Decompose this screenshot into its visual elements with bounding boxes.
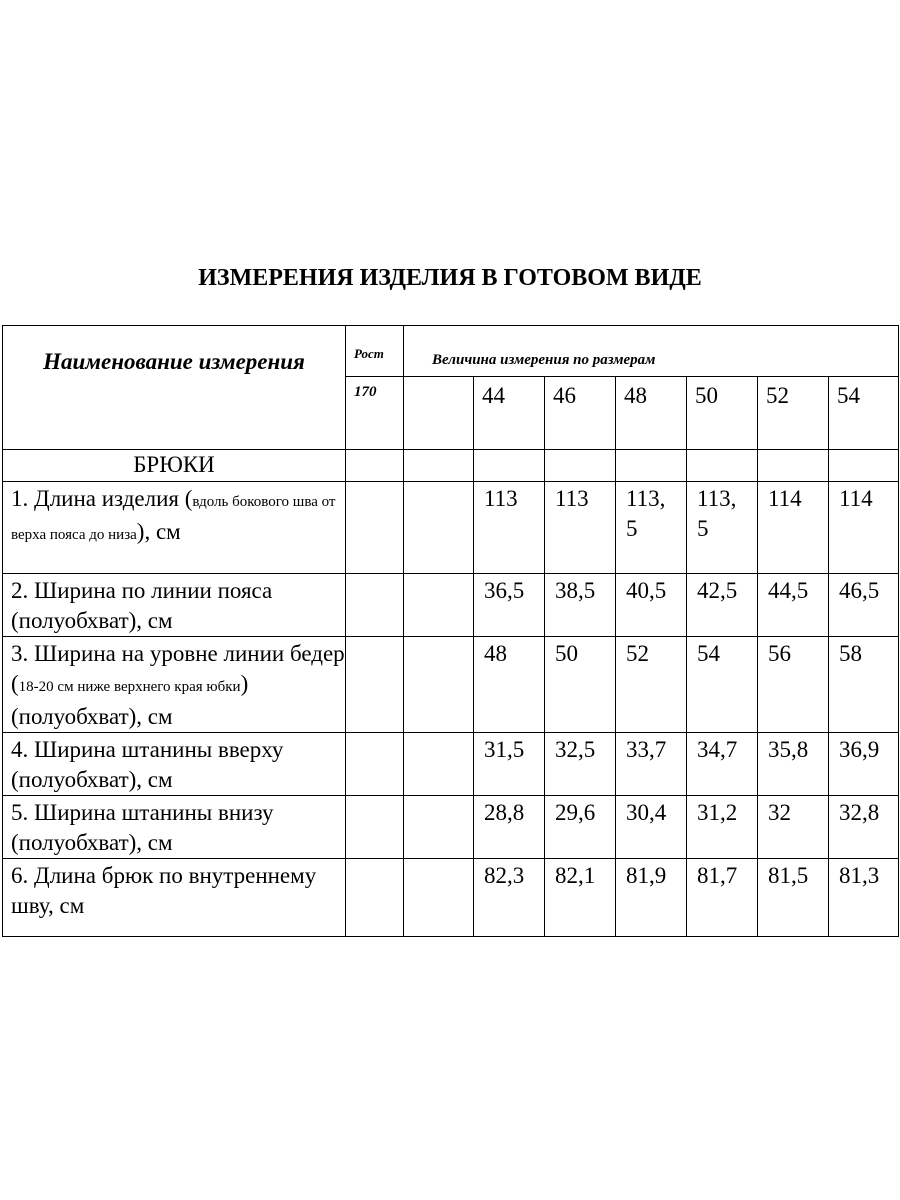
measurement-value: 30,4 — [616, 796, 687, 859]
empty-cell — [404, 733, 474, 796]
measurement-value: 35,8 — [758, 733, 829, 796]
measurement-value: 81,9 — [616, 859, 687, 937]
empty-cell — [404, 574, 474, 637]
table-row — [3, 574, 899, 637]
measurement-value: 40,5 — [616, 574, 687, 637]
measurement-name-note: вдоль бокового шва от верха пояса до низа — [11, 494, 336, 543]
measurement-value: 33,7 — [616, 733, 687, 796]
measurement-name: 5. Ширина штанины внизу (полуобхват), см — [3, 796, 346, 859]
measurement-value: 31,5 — [474, 733, 545, 796]
measurement-name-note: 18-20 см ниже верхнего края юбки — [18, 679, 241, 695]
measurement-value: 113,5 — [687, 482, 758, 574]
header-rost-value: 170 — [346, 377, 404, 450]
measurement-value: 82,3 — [474, 859, 545, 937]
measurement-value: 32,8 — [829, 796, 899, 859]
header-empty-cell — [404, 377, 474, 450]
header-row-top — [3, 326, 899, 377]
measurement-value: 28,8 — [474, 796, 545, 859]
measurement-value: 32 — [758, 796, 829, 859]
header-name-cell: Наименование измерения — [3, 326, 346, 450]
size-header: 48 — [616, 377, 687, 450]
size-header: 50 — [687, 377, 758, 450]
empty-cell — [346, 482, 404, 574]
table-row — [3, 859, 899, 937]
measurement-value: 82,1 — [545, 859, 616, 937]
measurement-name-main: 1. Длина изделия ( — [11, 486, 193, 511]
table-row — [3, 637, 899, 733]
empty-cell — [346, 796, 404, 859]
measurement-value: 114 — [758, 482, 829, 574]
size-header: 46 — [545, 377, 616, 450]
empty-cell — [404, 637, 474, 733]
measurement-value: 36,9 — [829, 733, 899, 796]
measurement-value: 81,3 — [829, 859, 899, 937]
measurement-name-main: 3. Ширина на уровне линии бедер ( — [11, 641, 345, 696]
size-header: 54 — [829, 377, 899, 450]
section-row — [3, 450, 899, 482]
measurement-value: 54 — [687, 637, 758, 733]
measurement-name — [3, 637, 346, 733]
measurement-value: 113 — [545, 482, 616, 574]
measurement-name: 6. Длина брюк по внутреннему шву, см — [3, 859, 346, 937]
size-header: 52 — [758, 377, 829, 450]
table-row — [3, 733, 899, 796]
measurement-value: 56 — [758, 637, 829, 733]
measurement-value: 81,7 — [687, 859, 758, 937]
measurement-name — [3, 482, 346, 574]
measurement-value: 113,5 — [616, 482, 687, 574]
empty-cell — [616, 450, 687, 482]
table-row — [3, 482, 899, 574]
measurement-value: 50 — [545, 637, 616, 733]
measurement-name: 2. Ширина по линии пояса (полуобхват), см — [3, 574, 346, 637]
measurement-value: 38,5 — [545, 574, 616, 637]
measurement-value: 58 — [829, 637, 899, 733]
measurement-value: 32,5 — [545, 733, 616, 796]
measurement-value: 113 — [474, 482, 545, 574]
measurement-value: 42,5 — [687, 574, 758, 637]
table-row — [3, 796, 899, 859]
empty-cell — [404, 859, 474, 937]
measurement-name-tail: ), см — [136, 519, 181, 544]
size-header: 44 — [474, 377, 545, 450]
measurement-value: 114 — [829, 482, 899, 574]
measurements-table — [2, 325, 899, 937]
empty-cell — [346, 637, 404, 733]
empty-cell — [404, 796, 474, 859]
empty-cell — [346, 450, 404, 482]
measurement-value: 48 — [474, 637, 545, 733]
empty-cell — [829, 450, 899, 482]
measurement-name: 4. Ширина штанины вверху (полуобхват), см — [3, 733, 346, 796]
empty-cell — [346, 733, 404, 796]
measurement-value: 46,5 — [829, 574, 899, 637]
measurement-value: 31,2 — [687, 796, 758, 859]
measurement-value: 44,5 — [758, 574, 829, 637]
empty-cell — [346, 859, 404, 937]
header-rost-label: Рост — [346, 326, 404, 377]
measurement-value: 29,6 — [545, 796, 616, 859]
empty-cell — [404, 482, 474, 574]
empty-cell — [687, 450, 758, 482]
measurement-value: 34,7 — [687, 733, 758, 796]
measurement-value: 81,5 — [758, 859, 829, 937]
section-label: БРЮКИ — [3, 450, 346, 482]
empty-cell — [474, 450, 545, 482]
page-title: ИЗМЕРЕНИЯ ИЗДЕЛИЯ В ГОТОВОМ ВИДЕ — [198, 265, 702, 291]
header-size-group: Величина измерения по размерам — [404, 326, 899, 377]
measurement-value: 36,5 — [474, 574, 545, 637]
empty-cell — [404, 450, 474, 482]
empty-cell — [346, 574, 404, 637]
measurement-value: 52 — [616, 637, 687, 733]
empty-cell — [545, 450, 616, 482]
measurement-name-tail: ) (полуобхват), см — [11, 671, 249, 729]
empty-cell — [758, 450, 829, 482]
